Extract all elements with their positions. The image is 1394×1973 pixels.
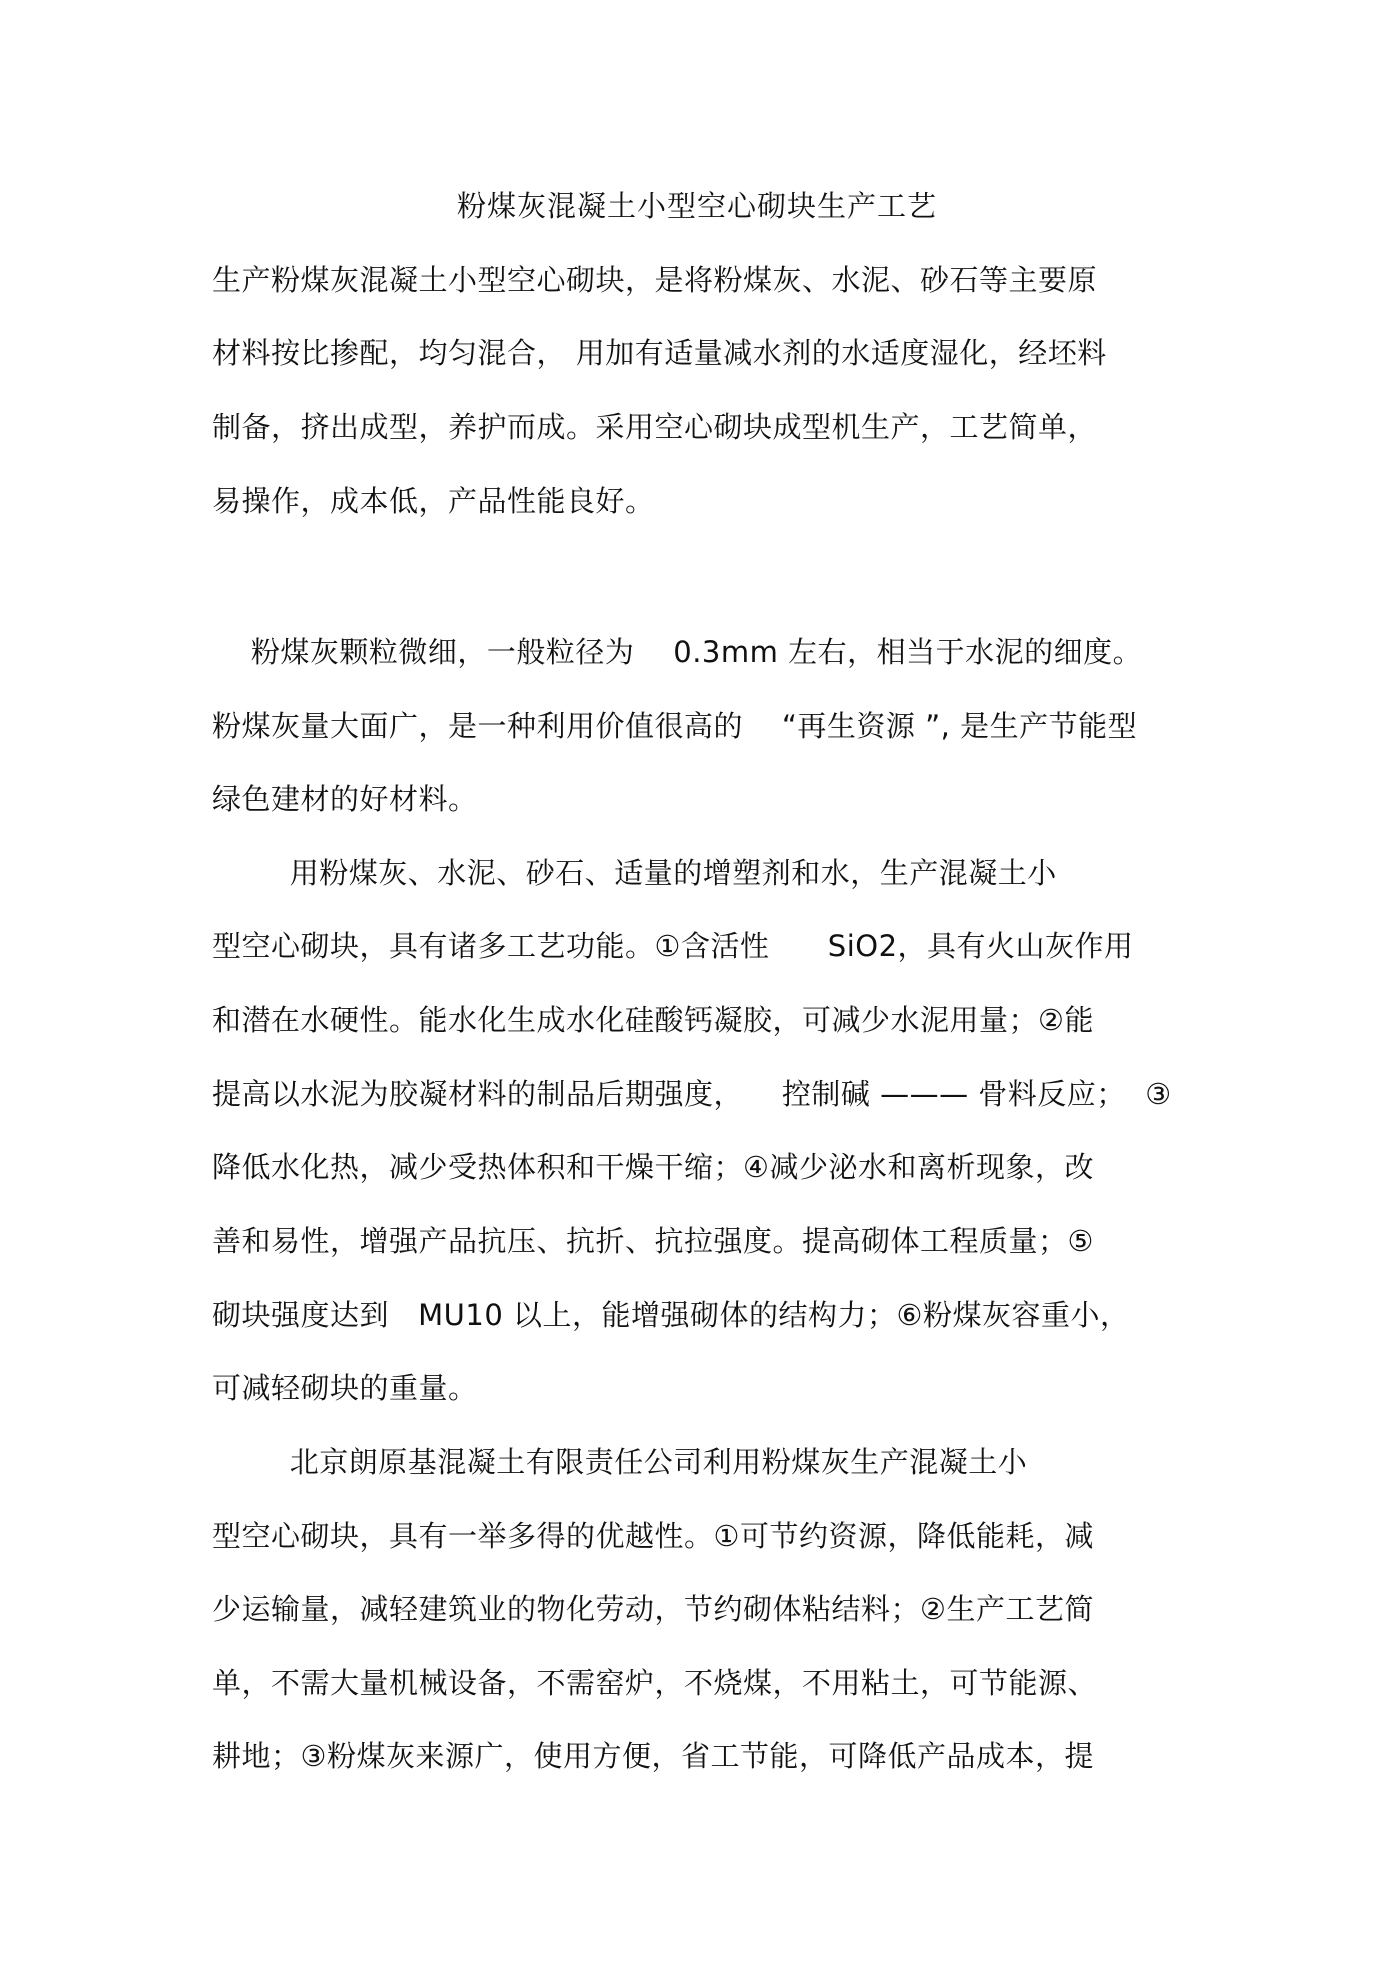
text-line: 生产粉煤灰混凝土小型空心砌块，是将粉煤灰、水泥、砂石等主要原 — [212, 263, 1098, 297]
document-title: 粉煤灰混凝土小型空心砌块生产工艺 — [456, 189, 937, 223]
text-line: 粉煤灰颗粒微细，一般粒径为 0.3mm 左右，相当于水泥的细度。 — [212, 635, 1143, 669]
text-line: 降低水化热，减少受热体积和干燥干缩；④减少泌水和离析现象，改 — [212, 1150, 1094, 1184]
text-line: 提高以水泥为胶凝材料的制品后期强度， 控制碱 ——— 骨料反应； ③ — [212, 1077, 1172, 1111]
text-line: 和潜在水硬性。能水化生成水化硅酸钙凝胶，可减少水泥用量；②能 — [212, 1003, 1094, 1037]
text-line: 单，不需大量机械设备，不需窑炉，不烧煤，不用粘土，可节能源、 — [212, 1666, 1098, 1700]
text-line: 材料按比掺配，均匀混合， 用加有适量减水剂的水适度湿化，经坯料 — [212, 336, 1107, 370]
text-line: 少运输量，减轻建筑业的物化劳动，节约砌体粘结料；②生产工艺简 — [212, 1592, 1094, 1626]
text-line: 易操作，成本低，产品性能良好。 — [212, 484, 655, 518]
text-line: 用粉煤灰、水泥、砂石、适量的增塑剂和水，生产混凝土小 — [212, 856, 1057, 890]
text-line: 砌块强度达到 MU10 以上，能增强砌体的结构力；⑥粉煤灰容重小， — [212, 1298, 1130, 1332]
text-line: 粉煤灰量大面广，是一种利用价值很高的 “再生资源 ”, 是生产节能型 — [212, 709, 1138, 743]
text-line: 北京朗原基混凝土有限责任公司利用粉煤灰生产混凝土小 — [212, 1445, 1028, 1479]
text-line: 绿色建材的好材料。 — [212, 782, 478, 816]
text-line: 型空心砌块，具有一举多得的优越性。①可节约资源，降低能耗，减 — [212, 1519, 1094, 1553]
text-line: 可减轻砌块的重量。 — [212, 1371, 478, 1405]
text-line: 善和易性，增强产品抗压、抗折、抗拉强度。提高砌体工程质量；⑤ — [212, 1224, 1094, 1258]
text-line: 耕地；③粉煤灰来源广，使用方便，省工节能，可降低产品成本，提 — [212, 1739, 1094, 1773]
text-line: 型空心砌块，具有诸多工艺功能。①含活性 SiO2，具有火山灰作用 — [212, 929, 1134, 963]
text-line: 制备，挤出成型，养护而成。采用空心砌块成型机生产，工艺简单， — [212, 410, 1098, 444]
